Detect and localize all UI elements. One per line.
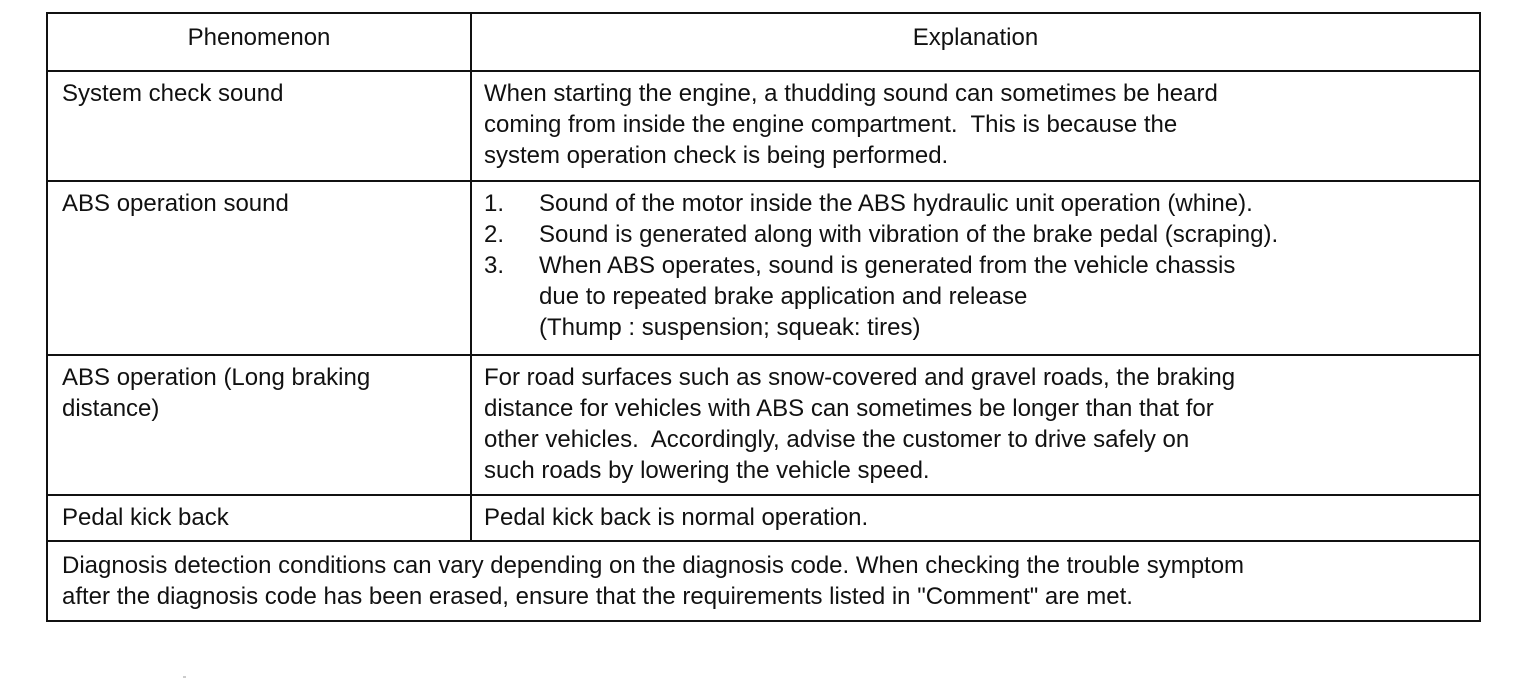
list-item-number: 2. (484, 221, 505, 248)
note-line: after the diagnosis code has been erased, ensure that the requirements listed in "Comment" are met. (62, 583, 1133, 610)
scan-speck (183, 676, 186, 678)
table-header-row (47, 13, 1480, 71)
note-row (47, 541, 1480, 621)
list-item-text: When ABS operates, sound is generated from the vehicle chassis (539, 252, 1236, 279)
explanation-line: such roads by lowering the vehicle speed. (484, 457, 930, 484)
table-row (47, 495, 1480, 541)
header-phenomenon: Phenomenon (47, 13, 471, 71)
explanation-line: When starting the engine, a thudding sound can sometimes be heard (484, 80, 1218, 107)
list-item (484, 219, 1469, 250)
list-item-text: (Thump : suspension; squeak: tires) (539, 314, 921, 341)
list-item (484, 250, 1469, 343)
phenomenon-text: ABS operation (Long braking (62, 364, 371, 391)
phenomenon-cell (47, 355, 471, 495)
table-row (47, 355, 1480, 495)
phenomenon-text: System check sound (62, 80, 284, 107)
list-item-number: 1. (484, 190, 505, 217)
phenomenon-table (46, 12, 1481, 622)
explanation-cell (471, 355, 1480, 495)
explanation-line: coming from inside the engine compartment. This is because the (484, 111, 1178, 138)
list-item-text: due to repeated brake application and release (539, 283, 1028, 310)
table-row (47, 181, 1480, 355)
table-row (47, 71, 1480, 181)
explanation-cell (471, 71, 1480, 181)
explanation-line: Pedal kick back is normal operation. (484, 504, 869, 531)
explanation-line: distance for vehicles with ABS can sometimes be longer than that for (484, 395, 1214, 422)
explanation-cell (471, 181, 1480, 355)
note-line: Diagnosis detection conditions can vary depending on the diagnosis code. When checking the trouble symptom (62, 552, 1245, 579)
explanation-line: For road surfaces such as snow-covered and gravel roads, the braking (484, 364, 1236, 391)
phenomenon-text: Pedal kick back (62, 504, 229, 531)
explanation-cell (471, 495, 1480, 541)
list-item-text: Sound of the motor inside the ABS hydraulic unit operation (whine). (539, 190, 1253, 217)
explanation-line: system operation check is being performed. (484, 142, 949, 169)
phenomenon-text: ABS operation sound (62, 190, 289, 217)
phenomenon-cell (47, 495, 471, 541)
header-explanation: Explanation (471, 13, 1480, 71)
phenomenon-text: distance) (62, 395, 160, 422)
list-item (484, 188, 1469, 219)
list-item-text: Sound is generated along with vibration of the brake pedal (scraping). (539, 221, 1279, 248)
explanation-line: other vehicles. Accordingly, advise the customer to drive safely on (484, 426, 1190, 453)
phenomenon-cell (47, 181, 471, 355)
list-item-number: 3. (484, 252, 505, 279)
phenomenon-cell (47, 71, 471, 181)
note-cell (47, 541, 1480, 621)
